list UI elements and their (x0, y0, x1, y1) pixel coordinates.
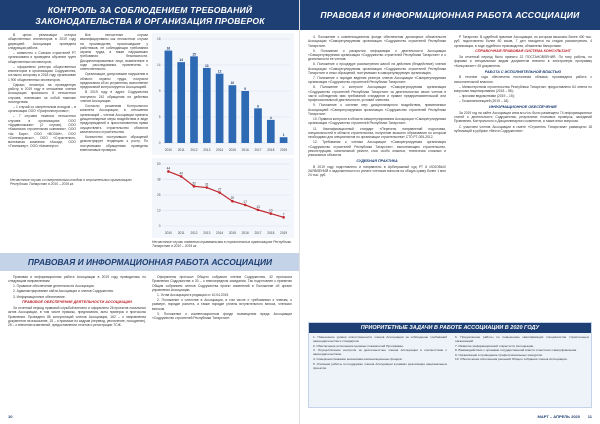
y-tick-label: 18 (156, 37, 161, 42)
x-tick-label: 2014 (216, 148, 224, 152)
bar-2014 (216, 74, 224, 143)
court-practice-subtitle: СУДЕБНАЯ ПРАКТИКА (356, 158, 398, 163)
left-col2-paragraph: Организации, допустившие нарушения в области охраны труда, получили предписания об их устранении, выполнение предписаний контролируется Ассоциацией. (80, 72, 148, 90)
y-tick-label: 13 (156, 208, 161, 213)
x-tick-label: 2018 (267, 148, 275, 152)
point-2011 (180, 175, 183, 178)
priority-task-paragraph: 1. Повышение уровня ответственности членов Ассоциации за соблюдение требований законодательства и стандартов. (313, 335, 447, 344)
left-col1-paragraph: – совместно с Союзом строителей РТ организована и проведена обучение групп общественных инспекторов; (8, 50, 76, 64)
data-label: 6 (257, 104, 259, 109)
consultant-paragraph: За отчетный период было принято 22 ПОСТАНОВЛЕНИЯ. По типу работы, по формам и специальным видам документов внесено в электронную программу «Консультант» 45 документов. (454, 55, 592, 68)
left-col2-paragraph: В 2019 году в адрес Содружества поступило 242 обращения на действия членов Ассоциации. (80, 90, 148, 104)
right-col1-paragraph: 6. Положение о процедуре рассмотрения жалоб на действия (бездействие) членов Ассоциации «Саморегулируемая организация «Содружество строителей Республики Татарстан» и иных обращений, поступивших в саморегулируемую организацию. (308, 62, 446, 75)
x-tick-label: 2010 (164, 148, 172, 152)
x-tick-label: 2018 (267, 231, 275, 235)
data-label: 20 (230, 196, 235, 201)
left-page-number: 10 (8, 414, 13, 419)
chart-fatal-accidents-svg (152, 33, 294, 155)
priority-col1 (313, 335, 447, 370)
bar-2017 (254, 108, 262, 143)
x-tick-label: 2012 (190, 231, 198, 235)
chart2-caption: Несчастные случаи тяжелого травматизма в строительных организациях Республики Татарстан в 2010 – 2019 гг. (152, 240, 292, 249)
executive-power-paragraph: В течение года обеспечена постоянная обновка, произведена работа с исполнительной властью: (454, 75, 592, 84)
right-col1-paragraph: 12. Требования к членам Ассоциации «Саморегулируемая организация «Содружество строителей Республики Татарстан», выполняющим строительство, реконструкцию, капитальный ремонт, снос особо опасных, технически сложных и уникальных объектов. (308, 140, 446, 158)
legal-intro-paragraph: 1. Правовое обеспечение деятельности Ассоциации. (13, 284, 95, 289)
y-tick-label: 9 (158, 89, 161, 94)
priority-task-paragraph: 5. Усиление работы по поддержке членов Ассоциации в рамках реализации национальных проектов. (313, 361, 447, 370)
y-tick-label: 50 (156, 162, 161, 167)
right-page (300, 0, 600, 424)
data-label: 16 (166, 46, 171, 51)
y-tick-label: 14 (156, 63, 161, 68)
bar-2019 (280, 137, 288, 143)
priority-task-paragraph: 3. Осуществление контроля за деятельностью членов Ассоциации в соответствии с законодательством. (313, 348, 447, 357)
point-2017 (257, 209, 260, 212)
data-label: 14 (179, 58, 183, 63)
point-2019 (282, 216, 285, 219)
bar-2011 (177, 62, 185, 143)
left-col2-paragraph: Все несчастные случаи квалифицированы как несчастные случаи на производстве, произошедшие у работников, не соблюдающих требования охраны труда, а также нарушивших требования безопасности. Дисциплинированные лица, выявленные в ходе расследования, привлечены к ответственности. (80, 33, 148, 72)
left-col2 (80, 33, 148, 153)
legal-support-paragraph: За отчетный период правовой службой внесено и оформлено 26 проектов локальных актов Ассоциации, в том числе приказы, предписания, акты проверок и протоколы Правления. Проведено 86 консультаций членов Ассоциации, 162 – о направлении документов на взыскание, 15 – о приказах по кадрам (перевод, увольнение, поощрение), 25 – о внесении изменений, предоставлении отчетов и регистрации ТСЖ. (8, 306, 146, 328)
x-tick-label: 2016 (241, 231, 249, 235)
data-label: 13 (205, 63, 209, 68)
x-tick-label: 2014 (216, 231, 224, 235)
right-col1-paragraph: 11. Квалификационный стандарт «Перечень направлений подготовки, специальностей в области строительства, получение высшего образования по которым необходимо для специалистов по организации строительства» СТО РТ-005-2012. (308, 126, 446, 140)
right-page-number: 11 (587, 414, 592, 419)
y-tick-label: 25 (156, 193, 161, 198)
y-tick-label: 0 (158, 224, 161, 229)
legal-docs-paragraph: Оформлены протокол Общего собрания членов Содружества, 32 протокола Правления Содружества и 30 – о внеочередном заседании. Так подготовлен к принятию Общим собранием членов Содружества проект изменений в Положение об органе управления Ассоциации. (152, 275, 292, 292)
left-col2-paragraph: Количество поступивших обращений демонстрирует тенденцию к росту. По поступившим обращениям проведены внеплановые проверки. (80, 135, 148, 152)
x-tick-label: 2019 (280, 231, 288, 235)
chart-severe-accidents-svg (152, 158, 294, 238)
point-2018 (270, 212, 273, 215)
chart-severe-accidents (152, 158, 294, 238)
left-top-title: КОНТРОЛЬ ЗА СОБЛЮДЕНИЕМ ТРЕБОВАНИЙ ЗАКОНОДАТЕЛЬСТВА И ОРГАНИЗАЦИЯ ПРОВЕРОК (0, 0, 300, 30)
legal-intro-paragraph: Правовая и информационная работа Ассоциации в 2019 году проводилась по следующим направлениям: (8, 275, 146, 284)
bar-2015 (229, 85, 237, 143)
magazine-issue: МАРТ – АПРЕЛЬ 2020 (537, 414, 580, 419)
left-col1-paragraph: – оформлены реестры общественных инспекторов в организациях Содружества, согласно которому в 2018 году организован 1 900 общественных инспекторов. (8, 64, 76, 82)
executive-power-paragraph: – прочими ведомствами (2019 – 15); (459, 94, 515, 99)
left-col1-paragraph: В целях реализации статуса общественных инспекторов в 2019 году дирекцией Ассоциации проведена следующая работа: (8, 33, 76, 50)
y-tick-label: 0 (158, 141, 161, 146)
point-2016 (244, 204, 247, 207)
right-col1-paragraph: 10. Правила контроля в области саморегулирования Ассоциации «Саморегулируемая организация «Содружество строителей Республики Татарстан». (308, 117, 446, 126)
x-tick-label: 2012 (190, 148, 198, 152)
x-tick-label: 2015 (228, 231, 236, 235)
data-label: 10 (269, 208, 273, 213)
data-label: 10 (230, 81, 235, 86)
left-col1 (8, 33, 76, 150)
point-2013 (206, 186, 209, 189)
priority-task-paragraph: 10. Обеспечение исполнения решений Общего собрания членов Ассоциации. (455, 357, 568, 362)
right-col1-paragraph: 9. Положение о системе мер дисциплинарного воздействия, применяемых Ассоциацией «Саморегулируемая организация «Содружество строителей Республики Татарстан». (308, 103, 446, 117)
point-2014 (218, 191, 221, 194)
bar-2016 (241, 91, 249, 143)
y-tick-label: 38 (156, 177, 161, 182)
right-col1-paragraph: 5. Положение о раскрытии информации о деятельности Ассоциации «Саморегулируемая организация «Содружество строителей Республики Татарстан» и о деятельности ее членов. (308, 48, 446, 62)
data-label: 1 (282, 133, 285, 138)
left-col2-paragraph: Согласно решениям Контрольного комитета Ассоциации, в отношении организаций – членов Ассоциации приняты дисциплинарные меры воздействия в виде предупреждений и приостановления права осуществлять строительство объектов капитального строительства. (80, 104, 148, 134)
point-2010 (167, 170, 170, 173)
consultant-subtitle: СПРАВОЧНАЯ ПРАВОВАЯ СИСТЕМА КОНСУЛЬТАНТ (475, 49, 571, 54)
data-label: 15 (192, 52, 196, 57)
info-support-paragraph: За 2019 год на сайте Ассоциации www.sro-rt.ru было размещено 74 информационных статей о деятельности Содружества, результатах плановых проверок, заседаний Правления, Контрольного и Дисциплинарного комитетов, а также иных вопросах. (454, 110, 592, 124)
left-mid-title: ПРАВОВАЯ И ИНФОРМАЦИОННАЯ РАБОТА АССОЦИАЦИИ (0, 253, 300, 271)
data-label: 40 (179, 171, 183, 176)
data-label: 32 (192, 181, 196, 186)
info-support-subtitle: ИНФОРМАЦИОННОЕ ОБЕСПЕЧЕНИЕ (489, 105, 557, 110)
right-col1-paragraph: 4. Положение о компенсационном фонде обеспечения договорных обязательств Ассоциации «Саморегулируемая организация «Содружество строителей Республики Татарстан». (308, 35, 446, 48)
bar-2010 (165, 51, 173, 143)
data-label: 31 (205, 182, 209, 187)
priority-task-paragraph: 6. Продолжение работы по повышению квалификации специалистов строительных организаций. (455, 335, 589, 344)
x-tick-label: 2010 (164, 231, 172, 235)
priority-task-paragraph: 4. Совершенствование механизма компенсационных фондов. (313, 356, 403, 361)
left-bottom-col2 (152, 275, 292, 321)
x-tick-label: 2013 (203, 148, 211, 152)
left-col1-paragraph: – 1 случай со смертельным исходом – в организации ООО «Графтэлектроникс»; (8, 104, 76, 114)
court-practice-paragraph: В 2019 году подготовлено и направлено в Арбитражный суд РТ 8 ИСКОВЫХ ЗАЯВЛЕНИЙ о задолженности по уплате членских взносов на общую сумму более 1 млн 24 тыс. руб. (308, 164, 446, 178)
bar-2018 (267, 120, 275, 143)
bar-2013 (203, 68, 211, 143)
x-tick-label: 2015 (228, 148, 236, 152)
x-tick-label: 2016 (241, 148, 249, 152)
right-col1-paragraph: 8. Положение о контроле Ассоциации «Саморегулируемая организация «Содружество строителей Республики Татарстан» за деятельностью своих членов в части соблюдения ими требований стандартов и правил предпринимательской или профессиональной деятельности, условий членства. (308, 85, 446, 103)
priority-task-paragraph: 9. Организация и проведение профессиональных конкурсов. (455, 352, 543, 357)
info-support-paragraph: С участием членов Ассоциации в газете «Строитель Татарстана» размещено 18 публикаций в рубрике «Вести Содружества». (454, 124, 592, 133)
data-label: 9 (244, 87, 247, 91)
chart-fatal-accidents (152, 33, 294, 155)
legal-intro-paragraph: 2. Администрирование сайта Ассоциации и членов Содружества. (13, 289, 114, 294)
executive-power-paragraph: – Госжилинспекцией (2019 – 18). (459, 99, 510, 104)
left-col1-paragraph: Однако, несмотря на проведенную работу, в 2019 году в отношении членов Ассоциации произошло 8 несчастных случаев, повлекших за собой тяжелые последствия: (8, 82, 76, 104)
x-tick-label: 2013 (203, 231, 211, 235)
data-label: 13 (256, 204, 260, 209)
priority-tasks-title: ПРИОРИТЕТНЫЕ ЗАДАЧИ В РАБОТЕ АССОЦИАЦИИ В 2020 ГОДУ (309, 323, 591, 333)
point-2012 (193, 185, 196, 188)
data-label: 12 (217, 69, 222, 74)
data-label: 4 (269, 115, 272, 120)
priority-task-paragraph: 7. Развитие информационной открытости Ассоциации. (455, 343, 535, 348)
data-label: 7 (282, 212, 285, 217)
data-label: 27 (217, 187, 222, 192)
x-tick-label: 2011 (177, 148, 185, 152)
right-title: ПРАВОВАЯ И ИНФОРМАЦИОННАЯ РАБОТА АССОЦИАЦИИ (300, 0, 600, 30)
priority-col2 (455, 335, 589, 362)
legal-intro-paragraph: 3. Информационное обеспечение. (13, 294, 66, 299)
x-tick-label: 2017 (254, 148, 262, 152)
right-col1-paragraph: 7. Положение о порядке ведения реестра членов Ассоциации «Саморегулируемая организация «Содружество строителей Республики Татарстан». (308, 76, 446, 85)
priority-task-paragraph: 2. Обеспечение исполнения целевых показателей Программы. (313, 343, 404, 348)
executive-power-paragraph: – Министерством строительства Республики Татарстан: предоставлено 64 ответа по вопросам лицензирования (2018 – 58); (454, 84, 592, 94)
right-col1 (308, 35, 446, 178)
point-2015 (231, 200, 234, 203)
y-tick-label: 5 (158, 115, 161, 120)
legal-docs-paragraph: 1. Устав Ассоциации в редакции от 10.04.2019. (157, 292, 230, 297)
legal-docs-paragraph: 2. Положение о членстве в Ассоциации, в том числе о требованиях к членам, о размере, порядке расчета, а также порядке уплаты вступительного взноса, членских взносов. (152, 298, 292, 311)
x-tick-label: 2017 (254, 231, 262, 235)
x-tick-label: 2011 (177, 231, 185, 235)
right-col2-paragraph: Р Татарстан. В судебной практике Ассоциации, по которым взыскано более 400 тыс. руб. подготовлено более 60 исков, 7 дел находится на стадии рассмотрения, 4 организации, в ходе судебного производства, объявлены банкротами. (454, 35, 592, 48)
executive-power-subtitle: РАБОТА С ИСПОЛНИТЕЛЬНОЙ ВЛАСТЬЮ (484, 69, 562, 74)
right-col2 (454, 35, 592, 134)
priority-tasks-box (308, 322, 592, 408)
x-tick-label: 2019 (280, 148, 288, 152)
data-label: 17 (243, 199, 247, 204)
bar-2012 (190, 56, 198, 143)
priority-task-paragraph: 8. Взаимодействие с органами государственной власти и местного самоуправления. (455, 348, 578, 353)
legal-support-subtitle: ПРАВОВОЕ ОБЕСПЕЧЕНИЕ ДЕЯТЕЛЬНОСТИ АССОЦИАЦИИ (22, 300, 132, 305)
legal-docs-paragraph: 3. Положение о компенсационном фонде возмещения вреда Ассоциации «Содружество строителей Республики Татарстан». (152, 311, 292, 321)
left-bottom-col1 (8, 275, 146, 328)
left-col1-paragraph: – 7 случаев тяжелых несчастных случаев в организациях: ООО «Ардаволжская» (2 случая), ООО «Казанская строительная компания», ООО «Ак Барс», ООО «ВОЗАН», ООО «Синеморовскс», ООО «Строительно-монтажная компания «Аскад», ООО «Татинжеер», ООО «Камэнерго». (8, 114, 76, 149)
data-label: 44 (166, 166, 171, 171)
chart1-caption: Несчастные случаи со смертельным исходом в строительных организациях Республики Татарстан в 2010 – 2019 гг. (10, 178, 132, 187)
